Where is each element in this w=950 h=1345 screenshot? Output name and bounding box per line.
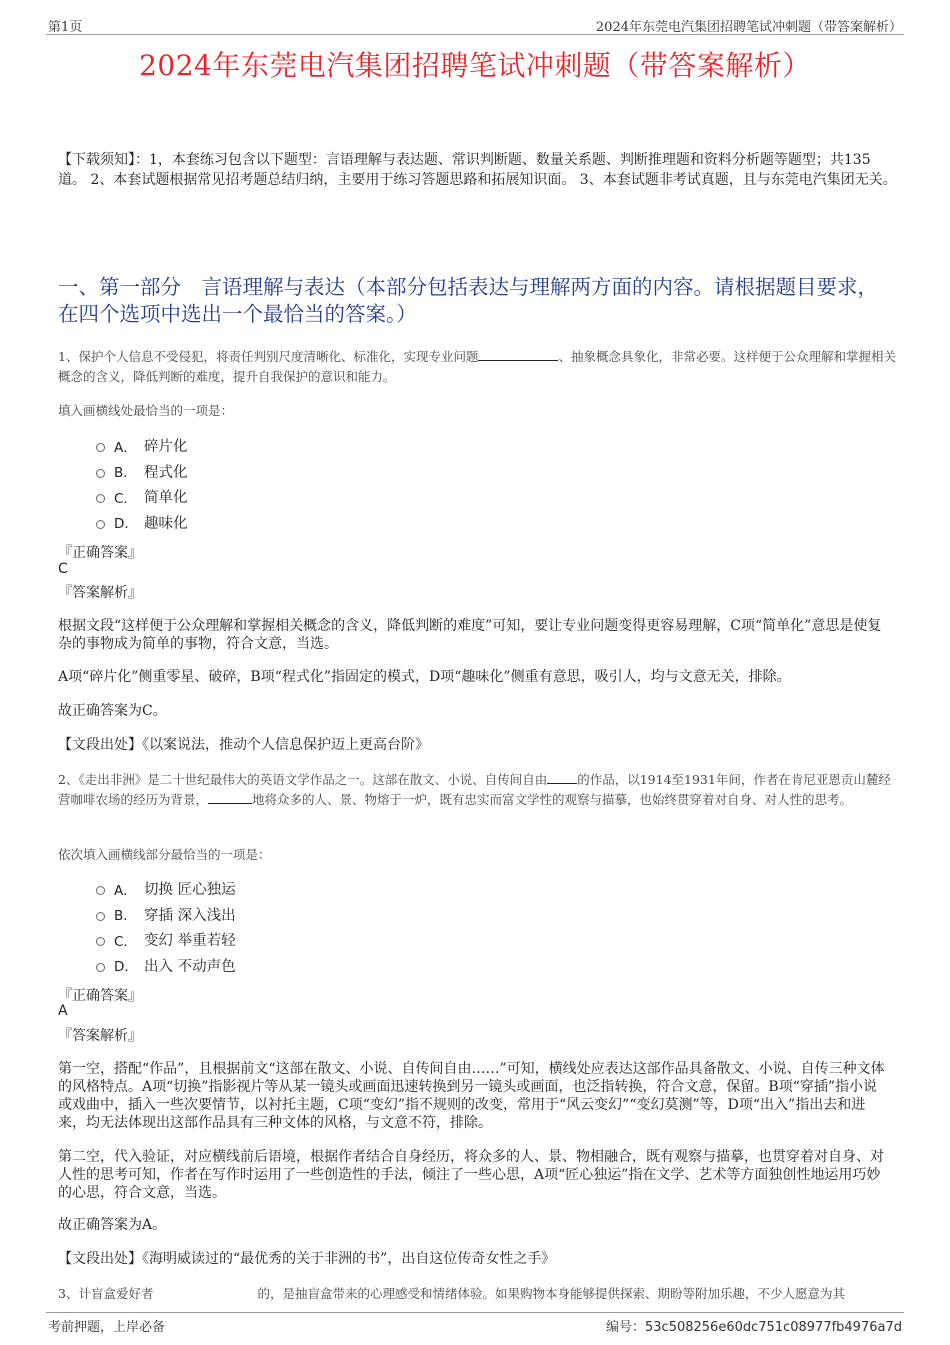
question-1-stem: 1、保护个人信息不受侵犯，将责任判别尺度清晰化、标准化，实现专业问题 、抽象概念具象化，非常必要。这样便于公众理解和掌握相关概念的含义，降低判断的难度，提升自我保护的意识和能力。 <box>58 349 896 384</box>
option-c[interactable]: C． 变幻 举重若轻 <box>96 927 236 953</box>
analysis-paragraph: 第二空，代入验证，对应横线前后语境，根据作者结合自身经历，将众多的人、景、物相融合，既有观察与描摹，也贯穿着对自身、对人性的思考可知，作者在写作时运用了一些创造性的手法，倾注了一些心思，A项“匠心独运”指在文学、艺术等方面独创性地运用巧妙的心思，符合文意，当选。 <box>58 1149 884 1201</box>
option-b[interactable]: B． 程式化 <box>96 459 188 485</box>
footer-slogan: 考前押题，上岸必备 <box>48 1320 166 1335</box>
page-number: 第1页 <box>48 20 83 35</box>
radio-icon[interactable] <box>96 443 105 452</box>
radio-icon[interactable] <box>96 469 105 478</box>
section-title: 一、第一部分 言语理解与表达（本部分包括表达与理解两方面的内容。请根据题目要求，在四个选项中选出一个最恰当的答案。） <box>58 275 878 326</box>
source-citation: 【文段出处】《海明威读过的“最优秀的关于非洲的书”，出自这位传奇女性之手》 <box>58 1251 556 1267</box>
radio-icon[interactable] <box>96 886 105 895</box>
question-2-prompt: 依次填入画横线部分最恰当的一项是： <box>58 847 271 862</box>
radio-icon[interactable] <box>96 937 105 946</box>
analysis-label: 『答案解析』 <box>58 585 142 601</box>
question-1-options <box>96 433 188 535</box>
correct-answer-value: A <box>58 1003 68 1019</box>
answer-blank <box>547 771 577 784</box>
radio-icon[interactable] <box>96 963 105 972</box>
document-code: 编号：53c508256e60dc751c08977fb4976a7d <box>606 1320 902 1335</box>
correct-answer-value: C <box>58 561 68 577</box>
analysis-paragraph: A项“碎片化”侧重零星、破碎，B项“程式化”指固定的模式，D项“趣味化”侧重有意思，吸引人，均与文意无关，排除。 <box>58 669 791 685</box>
analysis-label: 『答案解析』 <box>58 1028 142 1044</box>
radio-icon[interactable] <box>96 520 105 529</box>
download-notice: 【下载须知】：1，本套练习包含以下题型：言语理解与表达题、常识判断题、数量关系题、判断推理题和资料分析题等题型；共135道。 2、本套试题根据常见招考题总结归纳，主要用于练习答题思路和拓展知识面。 3、本套试题非考试真题，且与东莞电汽集团无关。 <box>58 152 897 188</box>
option-d[interactable]: D． 出入 不动声色 <box>96 953 236 979</box>
radio-icon[interactable] <box>96 912 105 921</box>
question-3-stem: 3、计盲盒爱好者 的，是抽盲盒带来的心理感受和情绪体验。如果购物本身能够提供探索、期盼等附加乐趣，不少人愿意为其 <box>58 1286 845 1301</box>
header-doc-title: 2024年东莞电汽集团招聘笔试冲刺题（带答案解析） <box>595 20 902 35</box>
radio-icon[interactable] <box>96 494 105 503</box>
question-2-options <box>96 876 236 978</box>
analysis-conclusion: 故正确答案为A。 <box>58 1217 167 1233</box>
correct-answer-label: 『正确答案』 <box>58 988 142 1004</box>
page-footer <box>46 1312 904 1335</box>
question-1-prompt: 填入画横线处最恰当的一项是： <box>58 403 234 418</box>
option-b[interactable]: B． 穿插 深入浅出 <box>96 902 236 928</box>
analysis-conclusion: 故正确答案为C。 <box>58 703 167 719</box>
answer-blank <box>208 791 252 804</box>
option-d[interactable]: D． 趣味化 <box>96 510 188 536</box>
analysis-paragraph: 根据文段“这样便于公众理解和掌握相关概念的含义，降低判断的难度”可知，要让专业问题变得更容易理解，C项“简单化”意思是使复杂的事物成为简单的事物，符合文意，当选。 <box>58 618 882 652</box>
page-header <box>46 14 904 35</box>
answer-blank <box>478 348 558 361</box>
option-a[interactable]: A． 切换 匠心独运 <box>96 876 236 902</box>
source-citation: 【文段出处】《以案说法，推动个人信息保护迈上更高台阶》 <box>58 737 429 753</box>
correct-answer-label: 『正确答案』 <box>58 545 142 561</box>
option-c[interactable]: C． 简单化 <box>96 484 188 510</box>
option-a[interactable]: A． 碎片化 <box>96 433 188 459</box>
analysis-paragraph: 第一空，搭配“作品”，且根据前文“这部在散文、小说、自传间自由……”可知，横线处应表达这部作品具备散文、小说、自传三种文体的风格特点。A项“切换”指影视片等从某一镜头或画面迅速转换到另一镜头或画面，也泛指转换，符合文意，保留。B项“穿插”指小说或戏曲中，插入一些次要情节，以衬托主题，C项“变幻”指不规则的改变，常用于“风云变幻”“变幻莫测”等，D项“出入”指出去和进来，均无法体现出这部作品具有三种文体的风格，与文意不符，排除。 <box>58 1061 885 1131</box>
document-title: 2024年东莞电汽集团招聘笔试冲刺题（带答案解析） <box>139 49 811 82</box>
question-2-stem: 2、《走出非洲》是二十世纪最伟大的英语文学作品之一。这部在散文、小说、自传间自由 的作品，以1914至1931年间，作者在肯尼亚恩贡山麓经营咖啡农场的经历为背景， 地将众多的人、景、物熔于一炉，既有忠实而富文学性的观察与描摹，也始终贯穿着对自身、对人性的思考。 <box>58 772 891 807</box>
